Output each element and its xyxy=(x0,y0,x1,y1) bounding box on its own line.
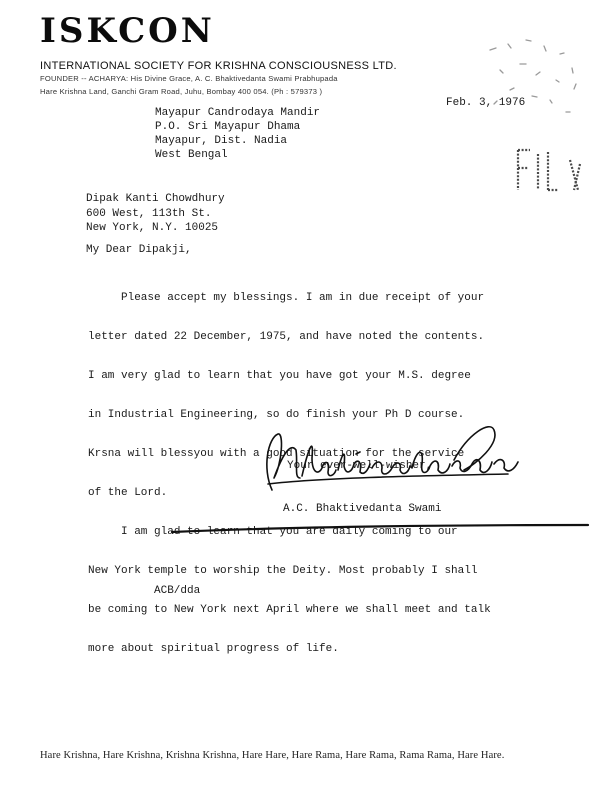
sender-address xyxy=(155,106,320,162)
iskcon-logo: ISKCON xyxy=(40,11,215,51)
sender-address-line: Mayapur Candrodaya Mandir xyxy=(155,107,321,119)
sender-address-line: West Bengal xyxy=(155,149,228,161)
closing: Your ever-well-wisher, xyxy=(287,460,433,472)
body-line: I am very glad to learn that you have got your M.S. degree xyxy=(88,370,471,382)
recipient-address-line: New York, N.Y. 10025 xyxy=(86,222,219,234)
stamp-marks xyxy=(480,30,598,125)
sender-address-line: P.O. Sri Mayapur Dhama xyxy=(155,121,301,133)
recipient-address-line: 600 West, 113th St. xyxy=(86,207,212,220)
footer-mantra: Hare Krishna, Hare Krishna, Krishna Krishna, Hare Hare, Hare Rama, Hare Rama, Rama Rama, Hare Hare. xyxy=(40,750,505,761)
handwritten-signature xyxy=(258,420,528,500)
body-line: I am glad to learn that you are daily coming to our xyxy=(88,526,458,538)
letter-date: Feb. 3, 1976 xyxy=(446,97,526,109)
signer-name: A.C. Bhaktivedanta Swami xyxy=(283,503,442,515)
body-line: Krsna will blessyou with a good situation for the service xyxy=(88,448,465,460)
recipient-address-line: Dipak Kanti Chowdhury xyxy=(86,193,225,205)
body-line: letter dated 22 December, 1975, and have noted the contents. xyxy=(88,331,485,343)
body-line: New York temple to worship the Deity. Most probably I shall xyxy=(88,565,478,577)
salutation: My Dear Dipakji, xyxy=(86,244,192,256)
founder-line: FOUNDER -- ACHARYA: His Divine Grace, A. C. Bhaktivedanta Swami Prabhupada xyxy=(40,74,338,83)
organization-name: INTERNATIONAL SOCIETY FOR KRISHNA CONSCIOUSNESS LTD. xyxy=(40,60,397,72)
letterhead-address: Hare Krishna Land, Ganchi Gram Road, Juhu, Bombay 400 054. (Ph : 579373 ) xyxy=(40,87,323,96)
file-stamp-mark xyxy=(514,146,594,194)
signature-underline xyxy=(170,521,590,537)
body-line: be coming to New York next April where we shall meet and talk xyxy=(88,604,491,616)
body-line: Please accept my blessings. I am in due receipt of your xyxy=(88,292,485,304)
body-line: more about spiritual progress of life. xyxy=(88,643,339,655)
body-line: in Industrial Engineering, so do finish your Ph D course. xyxy=(88,409,465,421)
recipient-address xyxy=(86,192,225,236)
reference-initials: ACB/dda xyxy=(154,585,201,597)
body-line: of the Lord. xyxy=(88,487,168,499)
sender-address-line: Mayapur, Dist. Nadia xyxy=(155,135,288,147)
